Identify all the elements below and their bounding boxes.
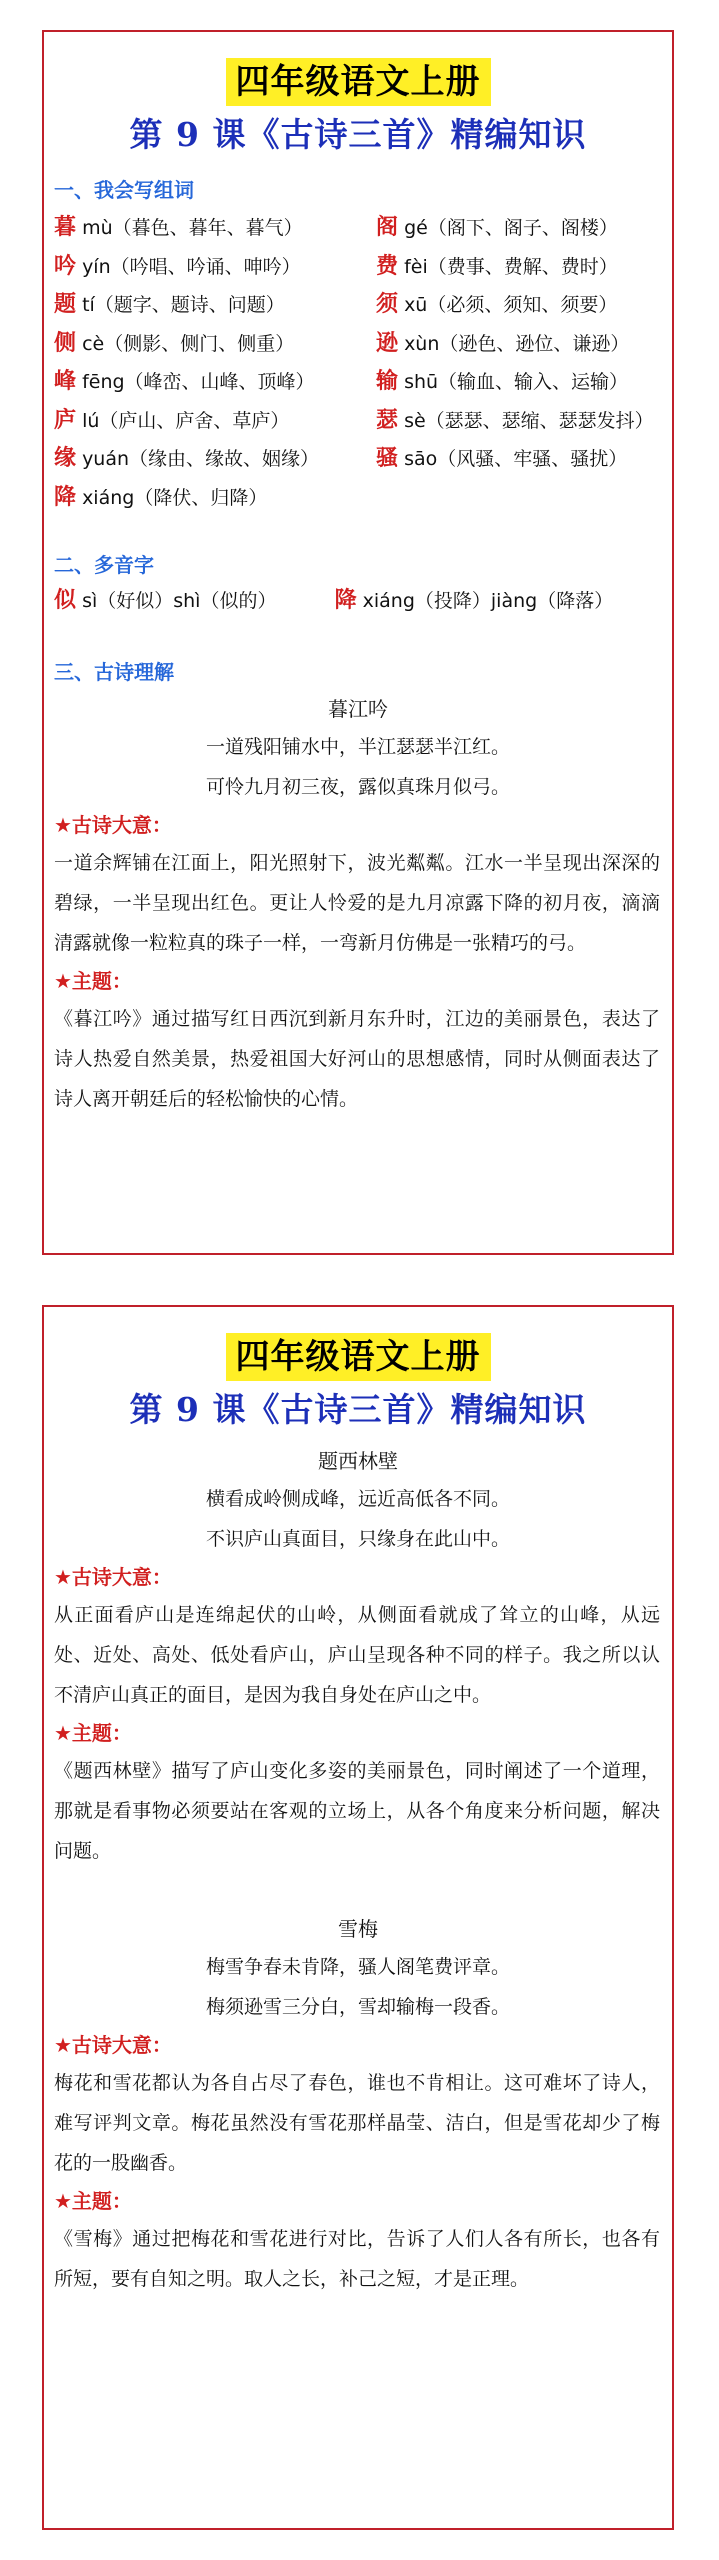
poem-theme: 《暮江吟》通过描写红日西沉到新月东升时，江边的美丽景色，表达了诗人热爱自然美景，热爱祖国大好河山的思想感情，同时从侧面表达了诗人离开朝廷后的轻松愉快的心情。 [54,1008,660,1110]
vocab-column-right [376,209,676,517]
vocab-item: 峰 fēng（峰峦、山峰、顶峰） [54,369,315,394]
section-heading-polyphone: 二、多音字 [54,553,154,577]
vocab-item: 庐 lú（庐山、庐舍、草庐） [54,407,290,433]
vocab-item: 缘 yuán（缘由、缘故、姻缘） [54,446,320,471]
lesson-title: 第 9 课《古诗三首》精编知识 [129,1390,587,1429]
vocab-item: 瑟 sè（瑟瑟、瑟缩、瑟瑟发抖） [376,407,654,433]
page-card-1 [42,30,674,1255]
poem-theme: 《题西林壁》描写了庐山变化多姿的美丽景色，同时阐述了一个道理，那就是看事物必须要站在客观的立场上，从各个角度来分析问题，解决问题。 [54,1760,660,1862]
poem-line: 不识庐山真面目，只缘身在此山中。 [205,1528,510,1550]
vocab-grid [44,209,672,517]
poem-title: 雪梅 [338,1917,378,1941]
vocab-item: 阁 gé（阁下、阁子、阁楼） [376,215,618,240]
poem-line: 横看成岭侧成峰，远近高低各不同。 [205,1488,510,1510]
poem-line: 梅须逊雪三分白，雪却输梅一段香。 [205,1996,510,2018]
theme-label: ★主题： [54,969,132,993]
vocab-item: 骚 sāo（风骚、牢骚、骚扰） [376,446,628,471]
section-heading-vocab: 一、我会写组词 [54,178,194,202]
meaning-label: ★古诗大意： [54,2033,172,2057]
vocab-item: 输 shū（输血、输入、运输） [376,369,629,394]
vocab-item: 侧 cè（侧影、侧门、侧重） [54,330,295,356]
lesson-title: 第 9 课《古诗三首》精编知识 [129,115,587,154]
vocab-item: 须 xū（必须、须知、须要） [376,292,618,317]
polyphone-row: 似 sì（好似）shì（似的） 降 xiáng（投降）jiàng（降落） [54,588,614,613]
vocab-item: 费 fèi（费事、费解、费时） [376,253,618,279]
poem-title: 暮江吟 [328,697,388,721]
meaning-label: ★古诗大意： [54,1565,172,1589]
theme-label: ★主题： [54,2189,132,2213]
vocab-item: 逊 xùn（逊色、逊位、谦逊） [376,330,630,356]
grade-title: 四年级语文上册 [226,1333,491,1381]
theme-label: ★主题： [54,1721,132,1745]
vocab-item: 降 xiáng（降伏、归降） [54,484,268,510]
poem-theme: 《雪梅》通过把梅花和雪花进行对比，告诉了人们人各有所长，也各有所短，要有自知之明。取人之长，补己之短，才是正理。 [54,2228,660,2290]
section-heading-poems: 三、古诗理解 [54,660,174,684]
poem-meaning: 一道余辉铺在江面上，阳光照射下，波光粼粼。江水一半呈现出深深的碧绿，一半呈现出红色。更让人怜爱的是九月凉露下降的初月夜，滴滴清露就像一粒粒真的珠子一样，一弯新月仿佛是一张精巧的弓。 [54,852,660,954]
vocab-item: 暮 mù（暮色、暮年、暮气） [54,215,303,240]
poem-meaning: 梅花和雪花都认为各自占尽了春色，谁也不肯相让。这可难坏了诗人，难写评判文章。梅花虽然没有雪花那样晶莹、洁白，但是雪花却少了梅花的一股幽香。 [54,2072,660,2174]
vocab-column-left [54,209,376,517]
poem-meaning: 从正面看庐山是连绵起伏的山岭，从侧面看就成了耸立的山峰，从远处、近处、高处、低处看庐山，庐山呈现各种不同的样子。我之所以认不清庐山真正的面目，是因为我自身处在庐山之中。 [54,1604,660,1706]
grade-title: 四年级语文上册 [226,58,491,106]
poem-line: 梅雪争春未肯降，骚人阁笔费评章。 [205,1956,510,1978]
poem-title: 题西林壁 [318,1449,398,1473]
page-card-2 [42,1305,674,2530]
vocab-item: 吟 yín（吟唱、吟诵、呻吟） [54,253,301,279]
meaning-label: ★古诗大意： [54,813,172,837]
vocab-item: 题 tí（题字、题诗、问题） [54,292,285,317]
poem-line: 一道残阳铺水中，半江瑟瑟半江红。 [205,736,510,758]
poem-line: 可怜九月初三夜，露似真珠月似弓。 [205,776,510,798]
